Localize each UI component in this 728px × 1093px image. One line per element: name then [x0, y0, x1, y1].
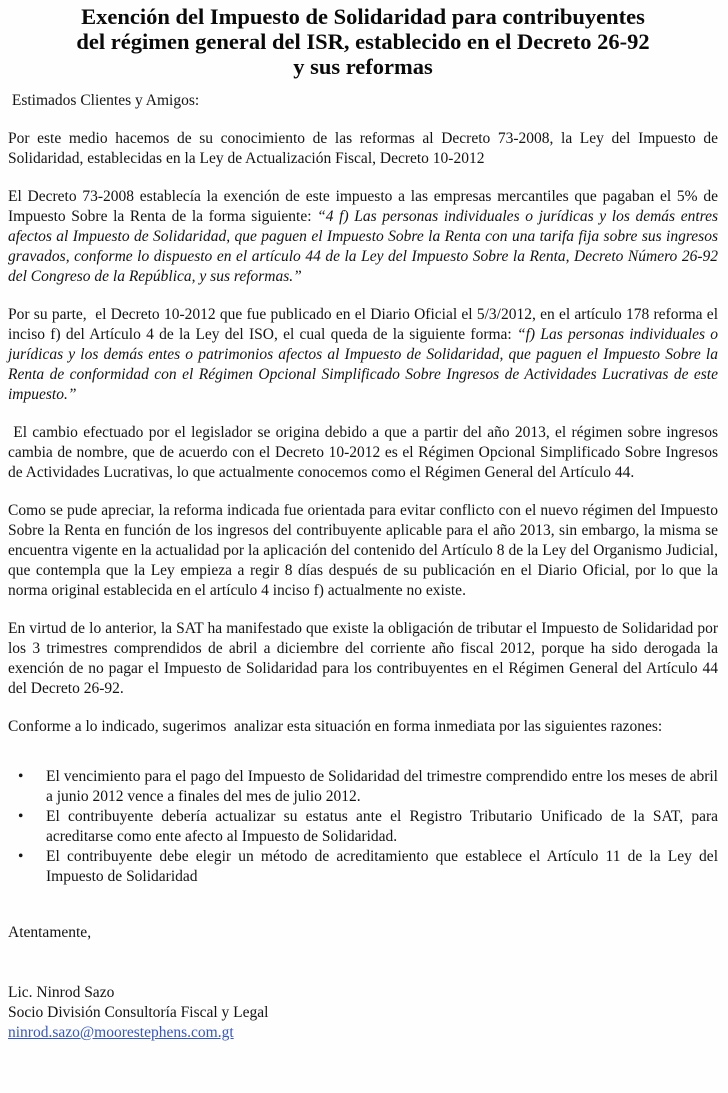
legal-quote-inciso-f-reformado: “f) Las personas individuales o jurídicas y los demás entes o patrimonios afectos al Impuesto de Solidaridad, que paguen el Impuesto Sobre la Renta de conformidad con el Régimen Opcional Simplificado Sobre Ingresos de Actividades Lucrativas de este impuesto.” [8, 326, 722, 403]
signature-role: Socio División Consultoría Fiscal y Legal [8, 1004, 269, 1021]
list-item-vencimiento [8, 767, 718, 807]
reasons-list [8, 767, 718, 887]
email-link[interactable]: ninrod.sazo@moorestephens.com.gt [8, 1024, 234, 1041]
salutation: Estimados Clientes y Amigos: [8, 92, 200, 109]
title-line-3: y sus reformas [293, 54, 433, 79]
bullet-icon: • [18, 768, 24, 785]
signature-email-line [8, 1023, 718, 1043]
paragraph-decreto-73-2008 [8, 187, 722, 287]
bullet-icon: • [18, 848, 24, 865]
list-item-text: El contribuyente debería actualizar su estatus ante el Registro Tributario Unificado de la SAT, para acreditarse como ente afecto al Impuesto de Solidaridad. [46, 808, 718, 845]
signature-block [8, 983, 718, 1043]
title-line-1: Exención del Impuesto de Solidaridad para contribuyentes [81, 4, 645, 29]
closing: Atentamente, [8, 924, 92, 941]
list-item-actualizar-estatus [8, 807, 718, 847]
paragraph-vigencia-reforma: Como se pude apreciar, la reforma indicada fue orientada para evitar conflicto con el nuevo régimen del Impuesto Sobre la Renta en función de los ingresos del contribuyente aplicable para el año 2013, sin embargo, la misma se encuentra vigente en la actualidad por la aplicación del contenido del Artículo 8 de la Ley del Organismo Judicial, que contempla que la Ley empieza a regir 8 días después de su publicación en el Diario Oficial, por lo que la norma original establecida en el artículo 4 inciso f) actualmente no existe. [8, 502, 722, 599]
document-title [18, 4, 708, 79]
paragraph-posicion-sat: En virtud de lo anterior, la SAT ha manifestado que existe la obligación de tributar el Impuesto de Solidaridad por los 3 trimestres comprendidos de abril a diciembre del corriente año fiscal 2012, porque ha sido derogada la exención de no pagar el Impuesto de Solidaridad para los contribuyentes en el Régimen General del Artículo 44 del Decreto 26-92. [8, 620, 722, 697]
list-item-text: El contribuyente debe elegir un método de acreditamiento que establece el Artículo 11 de la Ley del Impuesto de Solidaridad [46, 848, 718, 885]
legal-quote-articulo-4f-original: “4 f) Las personas individuales o jurídicas y los demás entres afectos al Impuesto de Solidaridad, que paguen el Impuesto Sobre la Renta con una tarifa fija sobre sus ingresos gravados, conforme lo dispuesto en el artículo 44 de la Ley del Impuesto Sobre la Renta, Decreto Número 26-92 del Congreso de la República, y sus reformas.” [8, 208, 722, 285]
paragraph-lead: Por su parte, el Decreto 10-2012 que fue publicado en el Diario Oficial el 5/3/2012, en el artículo 178 reforma el inciso f) del Artículo 4 de la Ley del ISO, el cual queda de la siguiente forma: [8, 306, 722, 343]
paragraph-decreto-10-2012 [8, 305, 722, 405]
paragraph-sugerencia: Conforme a lo indicado, sugerimos analizar esta situación en forma inmediata por las siguientes razones: [8, 718, 663, 735]
signature-name: Lic. Ninrod Sazo [8, 984, 115, 1001]
paragraph-lead: El Decreto 73-2008 establecía la exención de este impuesto a las empresas mercantiles que pagaban el 5% de Impuesto Sobre la Renta de la forma siguiente: [8, 188, 722, 225]
bullet-icon: • [18, 808, 24, 825]
paragraph-reformas: Por este medio hacemos de su conocimiento de las reformas al Decreto 73-2008, la Ley del Impuesto de Solidaridad, establecidas en la Ley de Actualización Fiscal, Decreto 10-2012 [8, 130, 722, 167]
list-item-metodo-acreditamiento [8, 847, 718, 887]
title-line-2: del régimen general del ISR, establecido en el Decreto 26-92 [76, 29, 650, 54]
list-item-text: El vencimiento para el pago del Impuesto de Solidaridad del trimestre comprendido entre los meses de abril a junio 2012 vence a finales del mes de julio 2012. [46, 768, 718, 805]
paragraph-cambio-legislador: El cambio efectuado por el legislador se origina debido a que a partir del año 2013, el régimen sobre ingresos cambia de nombre, que de acuerdo con el Decreto 10-2012 es el Régimen Opcional Simplificado Sobre Ingresos de Actividades Lucrativas, lo que actualmente conocemos como el Régimen General del Artículo 44. [8, 424, 722, 481]
